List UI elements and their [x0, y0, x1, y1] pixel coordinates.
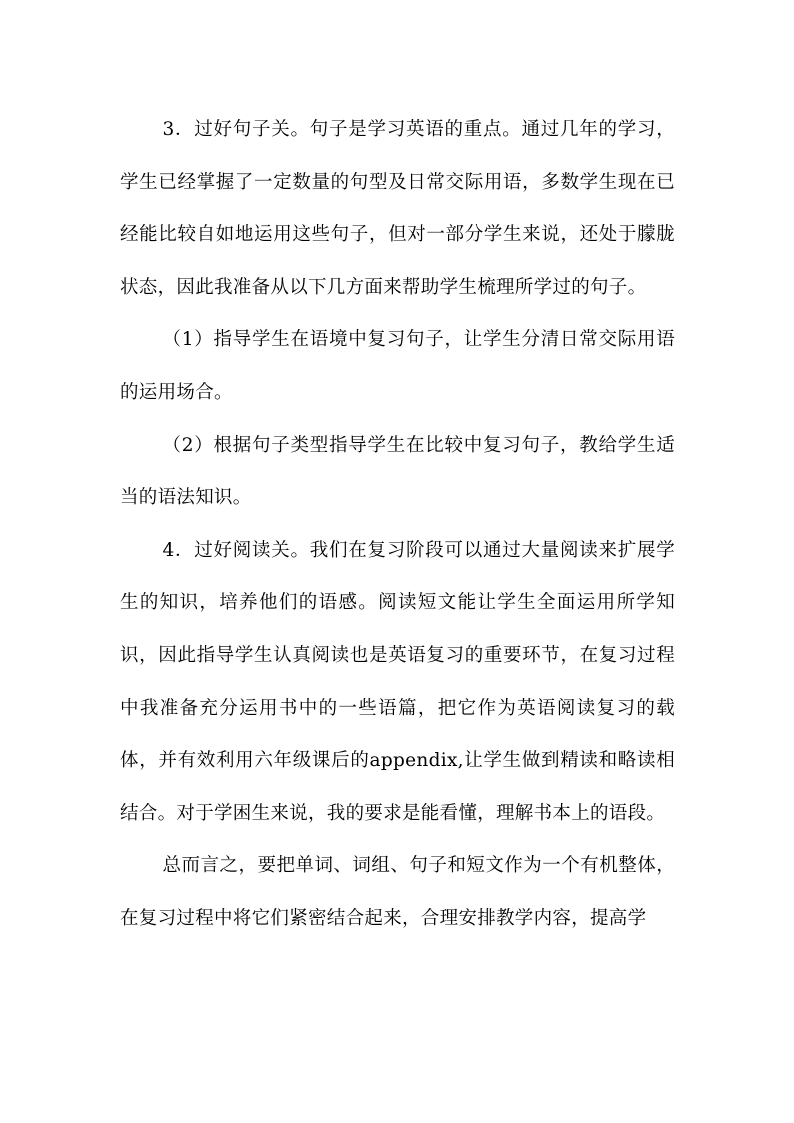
paragraph-item-1: （1）指导学生在语境中复习句子，让学生分清日常交际用语的运用场合。 — [120, 329, 675, 403]
document-body — [120, 104, 675, 946]
paragraph-reading-review: 4．过好阅读关。我们在复习阶段可以通过大量阅读来扩展学生的知识，培养他们的语感。阅读短文能让学生全面运用所学知识，因此指导学生认真阅读也是英语复习的重要环节，在复习过程中我准备充分运用书中的一些语篇，把它作为英语阅读复习的载体，并有效利用六年级课后的appendix,让学生做到精读和略读相结合。对于学困生来说，我的要求是能看懂，理解书本上的语段。 — [120, 539, 675, 824]
paragraph-sentence-review: 3．过好句子关。句子是学习英语的重点。通过几年的学习，学生已经掌握了一定数量的句型及日常交际用语，多数学生现在已经能比较自如地运用这些句子，但对一部分学生来说，还处于朦胧状态，因此我准备从以下几方面来帮助学生梳理所学过的句子。 — [120, 119, 675, 298]
paragraph-summary: 总而言之，要把单词、词组、句子和短文作为一个有机整体，在复习过程中将它们紧密结合起来，合理安排教学内容，提高学 — [120, 855, 675, 929]
paragraph-item-2: （2）根据句子类型指导学生在比较中复习句子，教给学生适当的语法知识。 — [120, 434, 675, 509]
